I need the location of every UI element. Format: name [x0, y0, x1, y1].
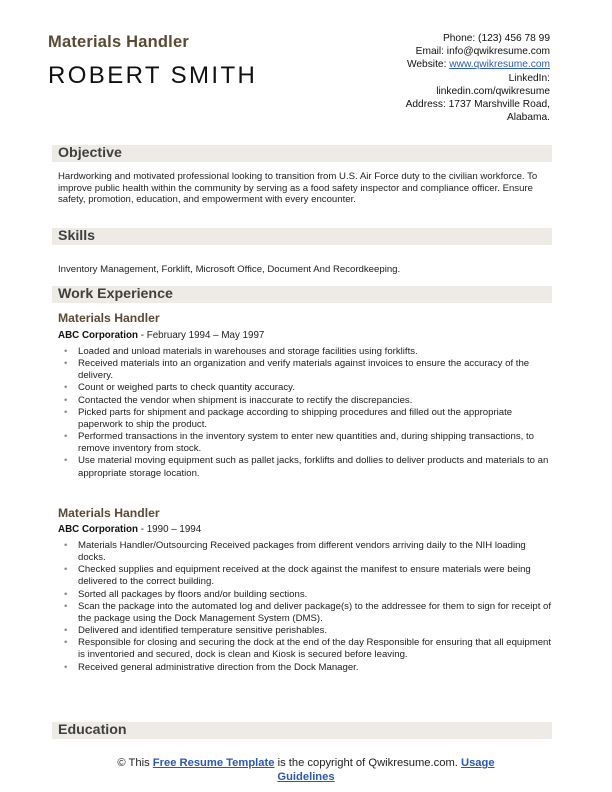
list-item: • Picked parts for shipment and package according to shipping procedures and filled out the appropriate paperwork to ship the product. — [64, 406, 513, 430]
list-item: • Use material moving equipment such as pallet jacks, forklifts and dollies to deliver products and materials to an appropriate storage location. — [64, 455, 549, 479]
website-link[interactable]: www.qwikresume.com — [449, 59, 550, 71]
job-dates: - 1990 – 1994 — [138, 524, 202, 535]
bullet-icon: • — [64, 637, 68, 649]
bullet-icon: • — [64, 588, 68, 600]
candidate-name: ROBERT SMITH — [48, 62, 258, 89]
contact-block — [310, 32, 550, 124]
list-item: • Checked supplies and equipment received at the dock against the manifest to ensure materials were being delivered to the correct building. — [64, 564, 531, 588]
bullet-icon: • — [64, 431, 68, 443]
list-item: • Materials Handler/Outsourcing Received packages from different vendors arriving daily to the NIH loading docks. — [64, 540, 526, 564]
job-role: Materials Handler — [58, 506, 160, 520]
list-item: • Received general administrative direction from the Dock Manager. — [64, 661, 359, 673]
section-title: Education — [58, 722, 127, 738]
job-company-line — [58, 524, 201, 535]
list-item: • Count or weighed parts to check quantity accuracy. — [64, 382, 295, 394]
contact-address-line1: Address: 1737 Marshville Road, — [405, 99, 550, 111]
free-resume-template-link[interactable]: Free Resume Template — [152, 757, 275, 769]
footer-prefix: © This — [117, 757, 153, 769]
job-role: Materials Handler — [58, 311, 160, 325]
list-item: • Loaded and unload materials in warehouses and storage facilities using forklifts. — [64, 346, 418, 357]
skills-text: Inventory Management, Forklift, Microsoft Office, Document And Recordkeeping. — [58, 264, 401, 275]
list-item: • Sorted all packages by floors and/or building sections. — [64, 588, 308, 600]
job-title: Materials Handler — [48, 33, 189, 51]
job-bullets — [58, 540, 554, 674]
bullet-icon: • — [64, 394, 68, 406]
bullet-icon: • — [64, 346, 68, 357]
bullet-icon: • — [64, 564, 68, 576]
list-item: • Scan the package into the automated log and deliver package(s) to the addressee for them to sign for receipt of the package using the Dock Management System (DMS). — [64, 600, 552, 624]
section-skills — [52, 228, 552, 245]
copyright-footer — [0, 757, 612, 784]
job-dates: - February 1994 – May 1997 — [138, 330, 265, 341]
job-company-line — [58, 330, 264, 341]
list-item: • Contacted the vendor when shipment is inaccurate to rectify the discrepancies. — [64, 394, 413, 406]
company-name: ABC Corporation — [58, 330, 139, 341]
usage-guidelines-link[interactable]: Usage — [461, 757, 495, 769]
bullet-icon: • — [64, 600, 68, 612]
list-item: • Received materials into an organization and verify materials against invoices to ensure the accuracy of the delivery. — [64, 358, 530, 382]
section-objective — [52, 145, 552, 162]
objective-text: Hardworking and motivated professional looking to transition from U.S. Air Force duty to the civilian workforce. To improve public health within the community by serving as a food safety inspector and compliance officer. Ensure safety, promotion, education, and empowerment with every encounter. — [58, 171, 538, 206]
list-item: • Responsible for closing and securing the dock at the end of the day Responsible for ensuring that all equipment is inventoried and secured, dock is clean and Kiosk is secured before leaving. — [64, 637, 552, 661]
section-title: Objective — [58, 145, 122, 161]
bullet-icon: • — [64, 661, 68, 673]
website-label: Website: — [406, 59, 450, 71]
bullet-icon: • — [64, 625, 68, 637]
usage-guidelines-link-cont[interactable]: Guidelines — [277, 770, 335, 783]
bullet-icon: • — [64, 540, 68, 551]
section-education — [52, 722, 552, 739]
company-name: ABC Corporation — [58, 524, 139, 535]
bullet-icon: • — [64, 455, 68, 467]
contact-linkedin-url: linkedin.com/qwikresume — [436, 85, 550, 97]
contact-email: Email: info@qwikresume.com — [415, 46, 550, 58]
footer-middle: is the copyright of Qwikresume.com. — [274, 757, 461, 769]
section-work-experience — [52, 286, 552, 303]
section-title: Work Experience — [58, 286, 173, 302]
section-title: Skills — [58, 228, 96, 244]
list-item: • Delivered and identified temperature sensitive perishables. — [64, 625, 328, 637]
contact-website — [310, 58, 550, 71]
bullet-icon: • — [64, 406, 68, 418]
contact-address-line2: Alabama. — [506, 112, 550, 124]
contact-phone: Phone: (123) 456 78 99 — [442, 33, 550, 44]
list-item: • Performed transactions in the inventory system to enter new quantities and, during shipping transactions, to remove inventory from stock. — [64, 431, 534, 455]
job-bullets — [58, 346, 554, 480]
contact-linkedin-label: LinkedIn: — [508, 72, 550, 84]
bullet-icon: • — [64, 382, 68, 394]
bullet-icon: • — [64, 358, 68, 370]
